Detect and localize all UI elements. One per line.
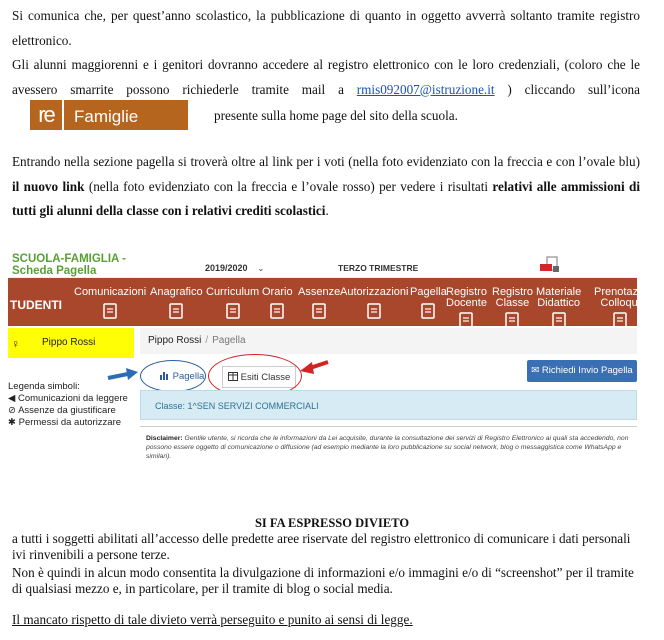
intro-text: Si comunica che, per quest’anno scolastico, la pubblicazione di quanto in oggetto avverrà soltanto tramite registro elettronico. [12, 8, 640, 48]
tab-pagella-label: Pagella [172, 371, 205, 382]
menu-item-label: Pagella [410, 286, 447, 298]
registro-screenshot [8, 250, 647, 468]
menu-item-label: Autorizzazioni [340, 286, 409, 298]
annotation-arrows [8, 250, 637, 468]
pagella-text-a: Entrando nella sezione pagella si troverà oltre al link per i voti (nella foto evidenziato con la freccia e con l’ovale blu) [12, 154, 640, 169]
school-email-link[interactable]: rmis092007@istruzione.it [356, 81, 495, 97]
female-symbol-icon: ♀ [11, 337, 20, 351]
breadcrumb-current: Pagella [212, 335, 246, 346]
pagella-text-c: (nella foto evidenziato con la freccia e l’ovale rosso) per vedere i risultati [84, 178, 493, 194]
tab-esiti-label: Esiti Classe [240, 372, 291, 383]
richiedi-label: Richiedi Invio Pagella [541, 365, 633, 376]
menu-item-label: Curriculum [206, 286, 260, 298]
access-paragraph [12, 53, 640, 132]
menu-item-label: Orario [262, 286, 293, 298]
menu-item-label: Registro Docente [446, 286, 487, 309]
access-text-b: ) cliccando sull’icona [494, 81, 640, 97]
studenti-label: TUDENTI [10, 298, 62, 312]
chevron-down-icon: ⌄ [257, 264, 265, 273]
legend-label: Permessi da autorizzare [18, 417, 122, 428]
sanzioni-line: Il mancato rispetto di tale divieto verrà perseguito e punito ai sensi di legge. [12, 612, 413, 627]
envelope-icon: ✉ [531, 365, 540, 376]
re-logo-icon: re [30, 100, 64, 130]
year-value: 2019/2020 [205, 263, 248, 273]
classe-info: Classe: 1^SEN SERVIZI COMMERCIALI [140, 390, 637, 420]
famiglie-logo[interactable] [30, 100, 188, 130]
menu-item-label: Registro Classe [492, 286, 533, 309]
key-icon: ✱ [8, 417, 16, 428]
ammissioni-bold: relativi alle ammissioni di tutti gli alunni della classe con i relativi crediti scolastici [12, 178, 641, 218]
brand-title: SCUOLA-FAMIGLIA - Scheda Pagella [12, 253, 126, 277]
access-text-a: Gli alunni maggiorenni e i genitori dovranno accedere al registro elettronico con le loro credenziali, (coloro che le avessero smarrite possono richiederle tramite mail a [12, 57, 640, 97]
term-value: TERZO TRIMESTRE [338, 263, 419, 273]
student-name: Pippo Rossi [42, 337, 96, 348]
menu-item-label: Assenze [298, 286, 341, 298]
divieto-paragraph [12, 531, 640, 563]
famiglie-logo-text: Famiglie [74, 107, 139, 126]
blue-arrow-icon [108, 368, 138, 380]
access-text-c: presente sulla home page del sito della scuola. [214, 108, 458, 124]
divulgazione-text: Non è quindi in alcun modo consentita la divulgazione di informazioni e/o immagini e/o di “screenshot” per il tramite di qualsiasi mezzo e, in particolare, per il tramite di blog o social media. [12, 565, 634, 597]
menu-item-label: Comunicazioni [74, 286, 147, 298]
breadcrumb-name[interactable]: Pippo Rossi [148, 335, 202, 346]
pagella-paragraph [12, 150, 640, 224]
menu-item-label: Materiale Didattico [536, 286, 582, 309]
divieto-header: SI FA ESPRESSO DIVIETO [254, 516, 410, 530]
disclaimer-text: Gentile utente, si ricorda che le informazioni da Lei acquisite, durante la consultazione dei servizi di Registro Elettronico ai quali sta accedendo, non possono essere oggetto di comunicazione o diffusione (ad esempio mediante la loro pubblicazione su social network, blog o messaggistica come WhatsApp e simil⁠ari). [146, 435, 629, 461]
menu-item-label: Prenotazio Colloqui [594, 286, 647, 309]
red-arrow-icon [300, 362, 328, 374]
legend-label: Assenze da giustificare [18, 405, 116, 416]
disclaimer-label: Disclaimer: [146, 435, 183, 442]
alert-icon: ⊘ [8, 405, 16, 416]
menu-item-label: Anagrafico [150, 286, 203, 298]
divieto-text: a tutti i soggetti abilitati all’accesso delle predette aree riservate del registro elettronico di comunicare i dati personali ivi rinvenibili a persone terze. [12, 531, 631, 563]
legend-label: Comunicazioni da leggere [17, 393, 128, 404]
speaker-icon: ◀ [8, 393, 16, 404]
legend-title: Legenda simboli: [8, 381, 80, 392]
breadcrumb-separator: / [205, 335, 209, 346]
intro-paragraph [12, 4, 640, 53]
pagella-text-d: . [325, 203, 329, 218]
new-link-bold: il nuovo link [12, 178, 85, 194]
divulgazione-paragraph [12, 565, 640, 597]
